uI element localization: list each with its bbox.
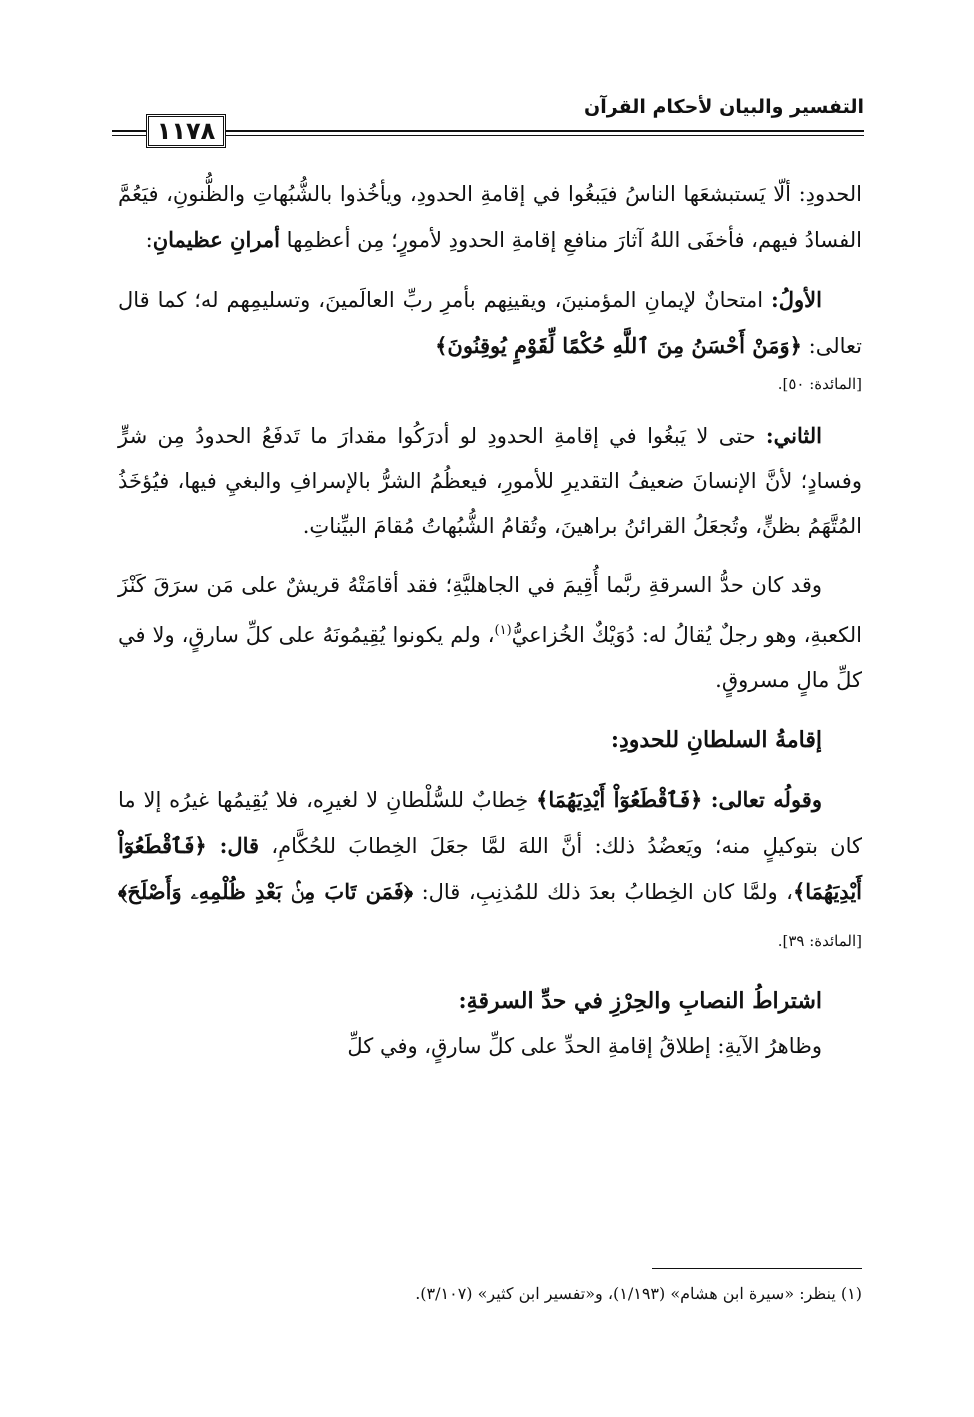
verse-reference [118, 369, 862, 399]
paragraph-4 [118, 563, 862, 703]
spacer [118, 763, 862, 777]
section-heading-sultan: إقامةُ السلطانِ للحدودِ: [610, 727, 822, 753]
qal-word: قال: [206, 833, 260, 858]
paragraph-text: الحدودِ: ألّا يَستبشعَها الناسُ فيَبغُوا في إقامةِ الحدودِ، ويأخُذوا بالشُّبُهاتِ والظُّنونِ، فيَعُمَّ الفسادُ فيهم، فأخفَى اللهُ آثارَ منافعِ إقامةِ الحدودِ لأمورٍ؛ مِن أعظمِها [118, 182, 862, 252]
quran-verse: ﴿فَمَن تَابَ مِنۢ بَعْدِ ظُلْمِهِۦ وَأَصْلَحَ﴾ [118, 879, 414, 904]
running-title: التفسير والبيان لأحكام القرآن [584, 96, 864, 118]
lead-word: الثاني: [765, 423, 822, 448]
quran-verse: ﴿فَٱقْطَعُوٓاْ أَيْدِيَهُمَا﴾ [118, 833, 863, 904]
spacer [118, 703, 862, 717]
paragraph-text: حتى لا يَبغُوا في إقامةِ الحدودِ لو أدرَكُوا مقدارَ ما تَدفَعُ الحدودُ مِن شرٍّ وفسادٍ؛ لأنَّ الإنسانَ ضعيفُ التقديرِ للأمورِ، فيعظُمُ الشرُّ بالإسرافِ والبغيِ فيها، فيُؤخَذُ المُتَّهَمُ بظنٍّ، وتُجعَلُ القرائنُ براهينَ، وتُقامُ الشُّبُهاتُ مُقامَ البيِّناتِ. [118, 424, 862, 538]
spacer [118, 964, 862, 978]
spacer [118, 399, 862, 413]
paragraph-2 [118, 277, 862, 369]
page-header [112, 96, 864, 156]
footnote-number: (١) [840, 1284, 862, 1303]
quran-verse: ﴿وَمَنْ أَحْسَنُ مِنَ ٱللَّهِ حُكْمًا لِّقَوْمٍ يُوقِنُونَ﴾ [435, 333, 802, 358]
lead-word: الأولُ: [771, 287, 822, 312]
paragraph-6 [118, 1024, 862, 1069]
reference-text: [المائدة: ٥٠]. [777, 375, 862, 393]
quran-verse: ﴿فَٱقْطَعُوٓاْ أَيْدِيَهُمَا﴾ [536, 787, 703, 812]
verse-reference: [المائدة: ٣٩]. [777, 932, 862, 950]
page-number: ١١٧٨ [156, 117, 216, 145]
paragraph-text: وظاهرُ الآيةِ: إطلاقُ إقامةِ الحدِّ على كلِّ سارقٍ، وفي كلِّ [347, 1034, 822, 1058]
paragraph-5 [118, 777, 862, 964]
paragraph-text: امتحانٌ لإيمانِ المؤمنينَ، ويقينِهم بأمرِ ربِّ العالَمينَ، وتسليمِهم له؛ كما قال تعالى: [118, 288, 862, 358]
footnote-text: ينظر: «سيرة ابن هشام» (١/١٩٣)، و«تفسير ابن كثير» (٣/١٠٧). [415, 1284, 841, 1303]
spacer [118, 549, 862, 563]
paragraph-text: ، ولمَّا كان الخِطابُ بعدَ ذلك للمُذنِبِ، قال: [413, 880, 793, 904]
punctuation: : [145, 228, 153, 252]
footnote-separator [652, 1268, 862, 1269]
page-number-box [146, 114, 226, 148]
paragraph-text: وقد كان حدُّ السرقةِ ربَّما أُقِيمَ في الجاهليَّةِ؛ فقد أقامَتْهُ قريشٌ على مَن سرَقَ كَنْزَ الكعبةِ، وهو رجلٌ يُقالُ له: دُوَيْكٌ الخُزاعيُّ [118, 573, 862, 647]
page-number-dash [112, 130, 146, 132]
bold-phrase: أمرانِ عظيمانِ [152, 227, 280, 252]
paragraph-text: ، ولم يكونوا يُقِيمُونَهُ على كلِّ سارقٍ، ولا في كلِّ مالٍ مسروقٍ. [118, 623, 862, 692]
paragraph-1 [118, 172, 862, 263]
paragraph-3 [118, 413, 862, 549]
footnote-marker[interactable]: (١) [494, 623, 512, 638]
spacer [118, 263, 862, 277]
footnote [118, 1280, 862, 1308]
page-body [118, 172, 862, 1069]
paragraph-text: خِطابٌ للسُّلْطانِ لا لغيرِه، فلا يُقِيمُها غيرُه إلا ما كان بتوكيلٍ منه؛ ويَعضُدُ ذلك: أنَّ اللهَ لمَّا جعَلَ الخِطابَ للحُكَّامِ، [118, 788, 862, 858]
lead-phrase: وقولُه تعالى: [702, 787, 822, 812]
section-heading-nisab: اشتراطُ النصابِ والحِرْزِ في حدِّ السرقةِ: [458, 988, 822, 1014]
